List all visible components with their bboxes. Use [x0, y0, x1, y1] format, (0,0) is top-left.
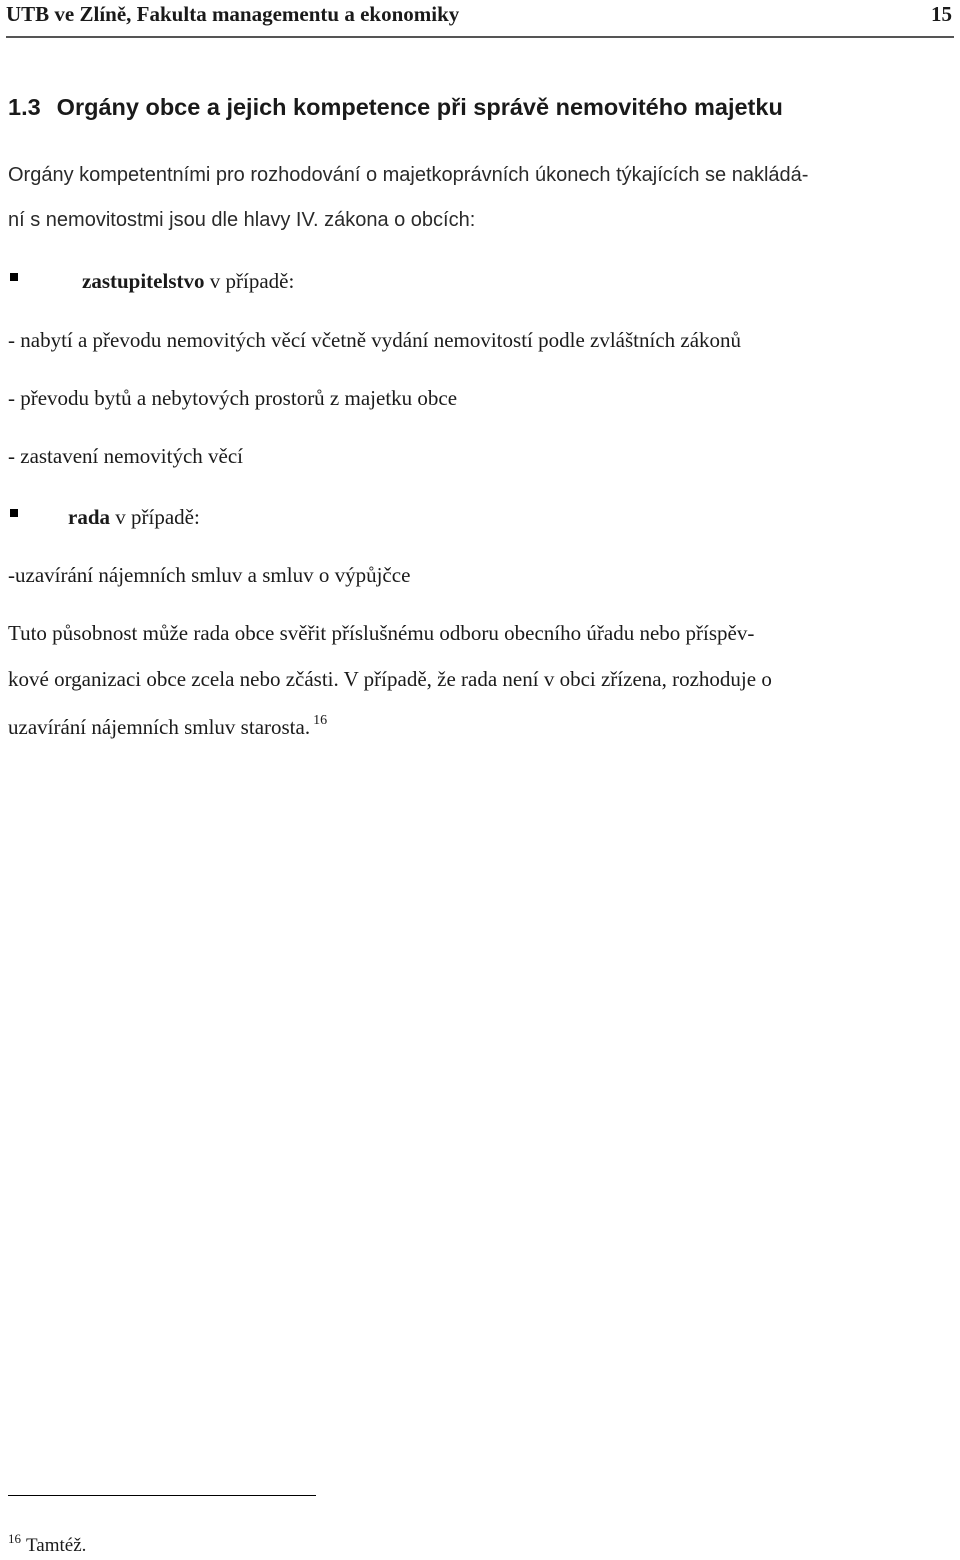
- rada-item: -uzavírání nájemních smluv a smluv o výpůjčce: [8, 563, 411, 587]
- section-heading: [8, 94, 783, 121]
- section-title: Orgány obce a jejich kompetence při správě nemovitého majetku: [56, 94, 783, 120]
- zastupitelstvo-item: - zastavení nemovitých věcí: [8, 444, 243, 468]
- footnote: [8, 1531, 86, 1557]
- square-bullet-icon: [10, 273, 18, 281]
- header-title: UTB ve Zlíně, Fakulta managementu a ekonomiky: [6, 2, 460, 26]
- footnote-mark: 16: [8, 1531, 21, 1546]
- section-number: 1.3: [8, 94, 41, 120]
- bullet-bold-term: rada: [68, 505, 110, 529]
- footnote-reference[interactable]: 16: [313, 713, 328, 728]
- bullet-text: [68, 505, 200, 530]
- bullet-rest: v případě:: [204, 269, 295, 293]
- intro-line-1: Orgány kompetentními pro rozhodování o majetkoprávních úkonech týkajících se nakládá-: [8, 164, 809, 186]
- square-bullet-icon: [10, 509, 18, 517]
- footnote-separator: [8, 1495, 316, 1496]
- bullet-rest: v případě:: [110, 505, 200, 529]
- closing-line-3-text: uzavírání nájemních smluv starosta.: [8, 715, 311, 739]
- bullet-bold-term: zastupitelstvo: [82, 269, 205, 293]
- closing-line-3: [8, 713, 327, 740]
- page-number: 15: [931, 2, 952, 26]
- closing-line-1: Tuto působnost může rada obce svěřit příslušnému odboru obecního úřadu nebo příspěv-: [8, 621, 755, 645]
- zastupitelstvo-item: - nabytí a převodu nemovitých věcí včetně vydání nemovitostí podle zvláštních zákonů: [8, 328, 742, 352]
- page-header: [6, 0, 954, 38]
- footnote-text: Tamtéž.: [26, 1535, 87, 1556]
- closing-line-2: kové organizaci obce zcela nebo zčásti. V případě, že rada není v obci zřízena, rozhoduje o: [8, 667, 772, 691]
- intro-line-2: ní s nemovitostmi jsou dle hlavy IV. zákona o obcích:: [8, 209, 476, 231]
- zastupitelstvo-item: - převodu bytů a nebytových prostorů z majetku obce: [8, 386, 458, 410]
- bullet-text: [82, 269, 294, 294]
